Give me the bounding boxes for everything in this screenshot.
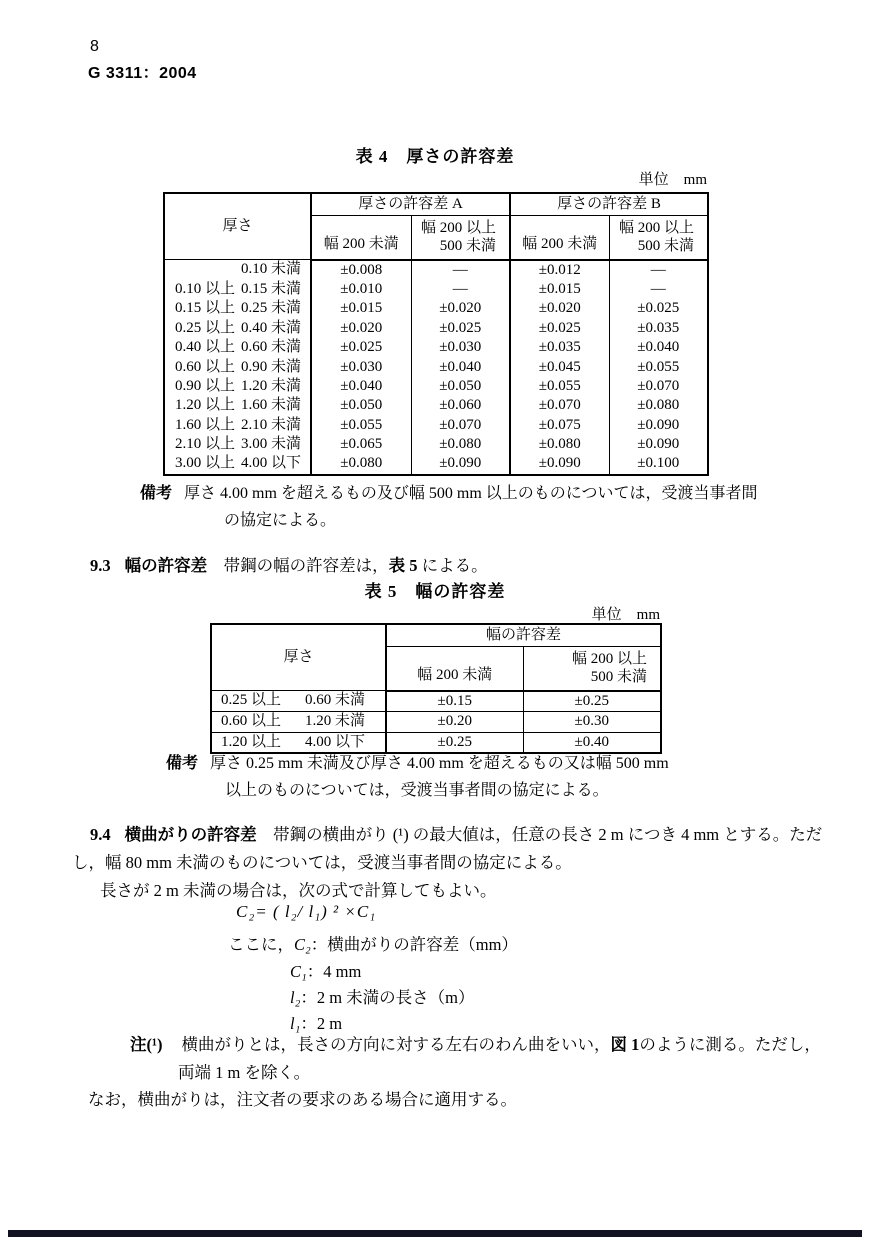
table-row: 0.15 以上 0.25 未満 ±0.015 ±0.020 ±0.020 ±0.025 [164,299,708,318]
table-row: 2.10 以上 3.00 未満 ±0.065 ±0.080 ±0.080 ±0.090 [164,435,708,454]
section-title: 幅の許容差 [124,556,208,575]
formula-where-line-4: l₁：2 m [290,1014,343,1033]
table-row: 0.10 以上 0.15 未満 ±0.010 — ±0.015 — [164,280,708,299]
table-row: 1.20 以上 4.00 以下 ±0.25 ±0.40 [211,732,661,753]
formula-where-line-2: C₁：4 mm [290,962,362,981]
table-row: 0.25 以上 0.40 未満 ±0.020 ±0.025 ±0.025 ±0.035 [164,319,708,338]
curvature-formula: C₂= ( l₂/ l₁) ² ×C₁ [236,902,377,921]
table-row: 0.60 以上 0.90 未満 ±0.030 ±0.040 ±0.045 ±0.055 [164,357,708,376]
section-number: 9.3 [90,556,111,575]
document-code: G 3311：2004 [88,65,197,82]
table5-width-tolerance [210,623,662,754]
section-9-4-line2: し，幅 80 mm 未満のものについては，受渡当事者間の協定による。 [72,853,572,872]
table5-header-group: 幅の許容差 [386,624,661,646]
table5-unit-label: 単位 mm [591,607,660,623]
symbol-c1: C₁ [290,962,307,981]
footnote-1: 注(¹) 横曲がりとは，長さの方向に対する左右のわん曲をいい，図 1のように測る。ただし， [130,1035,821,1054]
table5-subheader-narrow: 幅 200 未満 [386,646,523,691]
table-row: 0.40 以上 0.60 未満 ±0.025 ±0.030 ±0.035 ±0.040 [164,338,708,357]
table4-title: 表 4 厚さの許容差 [355,147,515,166]
table-row: 1.20 以上 1.60 未満 ±0.050 ±0.060 ±0.070 ±0.080 [164,396,708,415]
table4-subheader-b-narrow: 幅 200 未満 [510,215,609,260]
table4-subheader-b-wide: 幅 200 以上 500 未満 [609,215,708,260]
section-title: 横曲がりの許容差 [124,825,257,844]
table4-unit-label: 単位 mm [638,172,707,188]
figure-1-reference: 図 1 [610,1035,640,1054]
table4-subheader-a-wide: 幅 200 以上 500 未満 [411,215,510,260]
table5-title: 表 5 幅の許容差 [364,582,506,601]
symbol-l2: l₂ [290,988,301,1007]
footnote-label: 注(¹) [130,1035,163,1054]
formula-where-line-3: l₂：2 m 未満の長さ（m） [290,988,475,1007]
application-note: なお，横曲がりは，注文者の要求のある場合に適用する。 [88,1090,517,1109]
section-9-3-heading: 9.3 幅の許容差 帯鋼の幅の許容差は，表 5 による。 [90,556,488,575]
table5-remark: 備考 厚さ 0.25 mm 未満及び厚さ 4.00 mm を超えるもの又は幅 500 mm 以上のものについては，受渡当事者間の協定による。 [166,755,669,799]
section-number: 9.4 [90,825,111,844]
table5-header-thickness: 厚さ [211,624,386,691]
symbol-c2: C₂ [294,935,311,954]
table-row: 0.10 未満 ±0.008 — ±0.012 — [164,260,708,280]
table-row: 0.60 以上 1.20 未満 ±0.20 ±0.30 [211,712,661,733]
table-row: 1.60 以上 2.10 未満 ±0.055 ±0.070 ±0.075 ±0.090 [164,416,708,435]
table4-remark: 備考 厚さ 4.00 mm を超えるもの及び幅 500 mm 以上のものについては，受渡当事者間 の協定による。 [140,485,758,529]
table-row: 0.25 以上 0.60 未満 ±0.15 ±0.25 [211,691,661,712]
table-row: 3.00 以上 4.00 以下 ±0.080 ±0.090 ±0.090 ±0.100 [164,454,708,474]
table5-reference: 表 5 [388,556,418,575]
formula-where-line-1: ここに，C₂：横曲がりの許容差（mm） [228,935,518,954]
table4-header-thickness: 厚さ [164,193,311,260]
table4-thickness-tolerance [163,192,709,476]
section-9-4-heading: 9.4 横曲がりの許容差 帯鋼の横曲がり (¹) の最大値は，任意の長さ 2 m につき 4 mm とする。ただ [90,825,823,844]
scan-edge-artifact [8,1230,862,1237]
remark-label: 備考 [140,485,173,502]
page-number: 8 [90,38,99,55]
remark-label: 備考 [166,755,199,772]
table4-header-group-b: 厚さの許容差 B [510,193,708,215]
section-9-4-line3: 長さが 2 m 未満の場合は，次の式で計算してもよい。 [100,881,497,900]
table-row: 0.90 以上 1.20 未満 ±0.040 ±0.050 ±0.055 ±0.070 [164,377,708,396]
symbol-l1: l₁ [290,1014,301,1033]
table4-header-group-a: 厚さの許容差 A [311,193,510,215]
table5-subheader-wide: 幅 200 以上 500 未満 [523,646,661,691]
footnote-1-line2: 両端 1 m を除く。 [178,1063,311,1082]
table4-subheader-a-narrow: 幅 200 未満 [311,215,411,260]
